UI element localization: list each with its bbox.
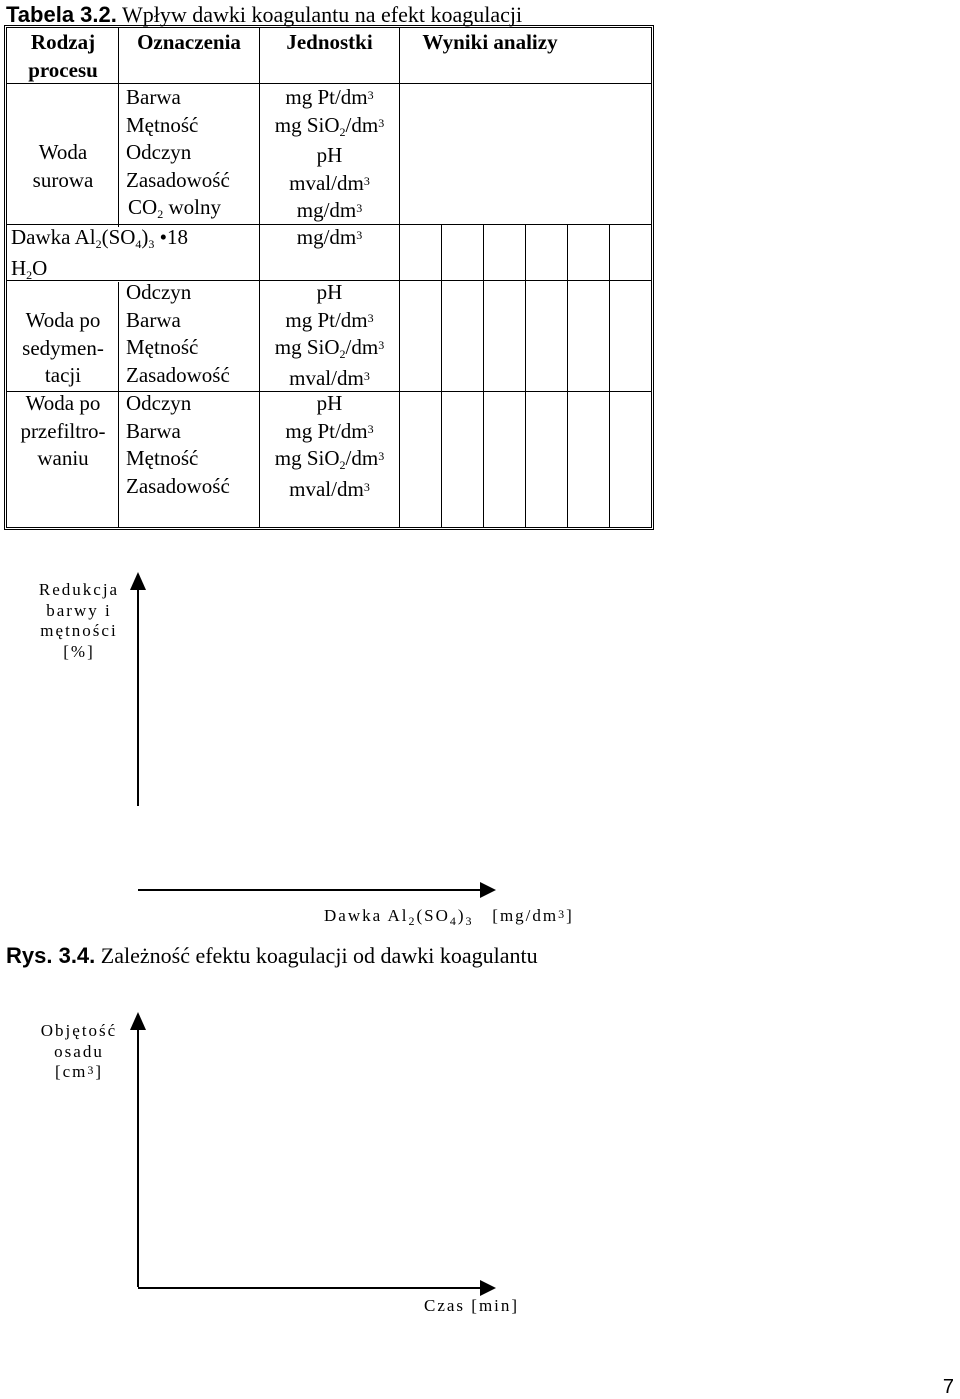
sedimentation-label: Woda po sedymen- tacji bbox=[22, 308, 104, 388]
raw-water-units: mg $Pt/dm^3$ mg $SiO_2/dm^3$ pH mval/$dm^3$ $mg/dm^3$ bbox=[274, 85, 385, 223]
filtration-units: pH mg $Pt/dm^3$ mg $SiO_2/dm^3$ mval/$dm^3$ bbox=[274, 391, 385, 501]
raw-water-params: Barwa Mętność Odczyn Zasadowość $CO_2$ wolny bbox=[126, 85, 230, 222]
figure-caption-number: Rys. 3.4. bbox=[6, 943, 96, 968]
figure-caption-text: Zależność efektu koagulacji od dawki koagulantu bbox=[95, 943, 538, 968]
dose-unit: $mg/dm^3$ bbox=[296, 225, 363, 249]
chart2-y-label: Objętość osadu $[cm^3]$ bbox=[40, 1021, 118, 1081]
sedimentation-units: pH mg $Pt/dm^3$ mg $SiO_2/dm^3$ mval/$dm^3$ bbox=[274, 280, 385, 390]
chart2-x-label: Czas [min] bbox=[424, 1296, 520, 1315]
raw-water-label: Woda surowa bbox=[32, 140, 94, 192]
chart1-y-label: Redukcja barwy i mętności [%] bbox=[38, 580, 120, 661]
chart1-x-label: Dawka $Al_2(SO_4)_3$ $[mg/dm^3]$ bbox=[324, 906, 574, 928]
filtration-label: Woda po przefiltro- waniu bbox=[20, 391, 106, 471]
sedimentation-params: Odczyn Barwa Mętność Zasadowość bbox=[126, 280, 230, 387]
chart1-x-arrow bbox=[480, 882, 496, 898]
chart2-x-arrow bbox=[480, 1280, 496, 1296]
header-units: Jednostki bbox=[286, 30, 373, 54]
header-process-type: Rodzaj procesu bbox=[28, 30, 98, 82]
page-number: 7 bbox=[942, 1376, 954, 1398]
dose-label: Dawka $Al_2(SO_4)_3$ •18 $H_2O$ bbox=[11, 225, 189, 282]
table-caption-number: Tabela 3.2. bbox=[6, 2, 117, 27]
chart1-y-arrow bbox=[130, 572, 146, 590]
header-markings: Oznaczenia bbox=[137, 30, 241, 54]
table-caption-text: Wpływ dawki koagulantu na efekt koagulacji bbox=[116, 2, 523, 27]
chart2-y-arrow bbox=[130, 1012, 146, 1030]
header-results: Wyniki analizy bbox=[422, 30, 558, 54]
figure-caption bbox=[6, 943, 538, 969]
filtration-params: Odczyn Barwa Mętność Zasadowość bbox=[126, 391, 230, 498]
